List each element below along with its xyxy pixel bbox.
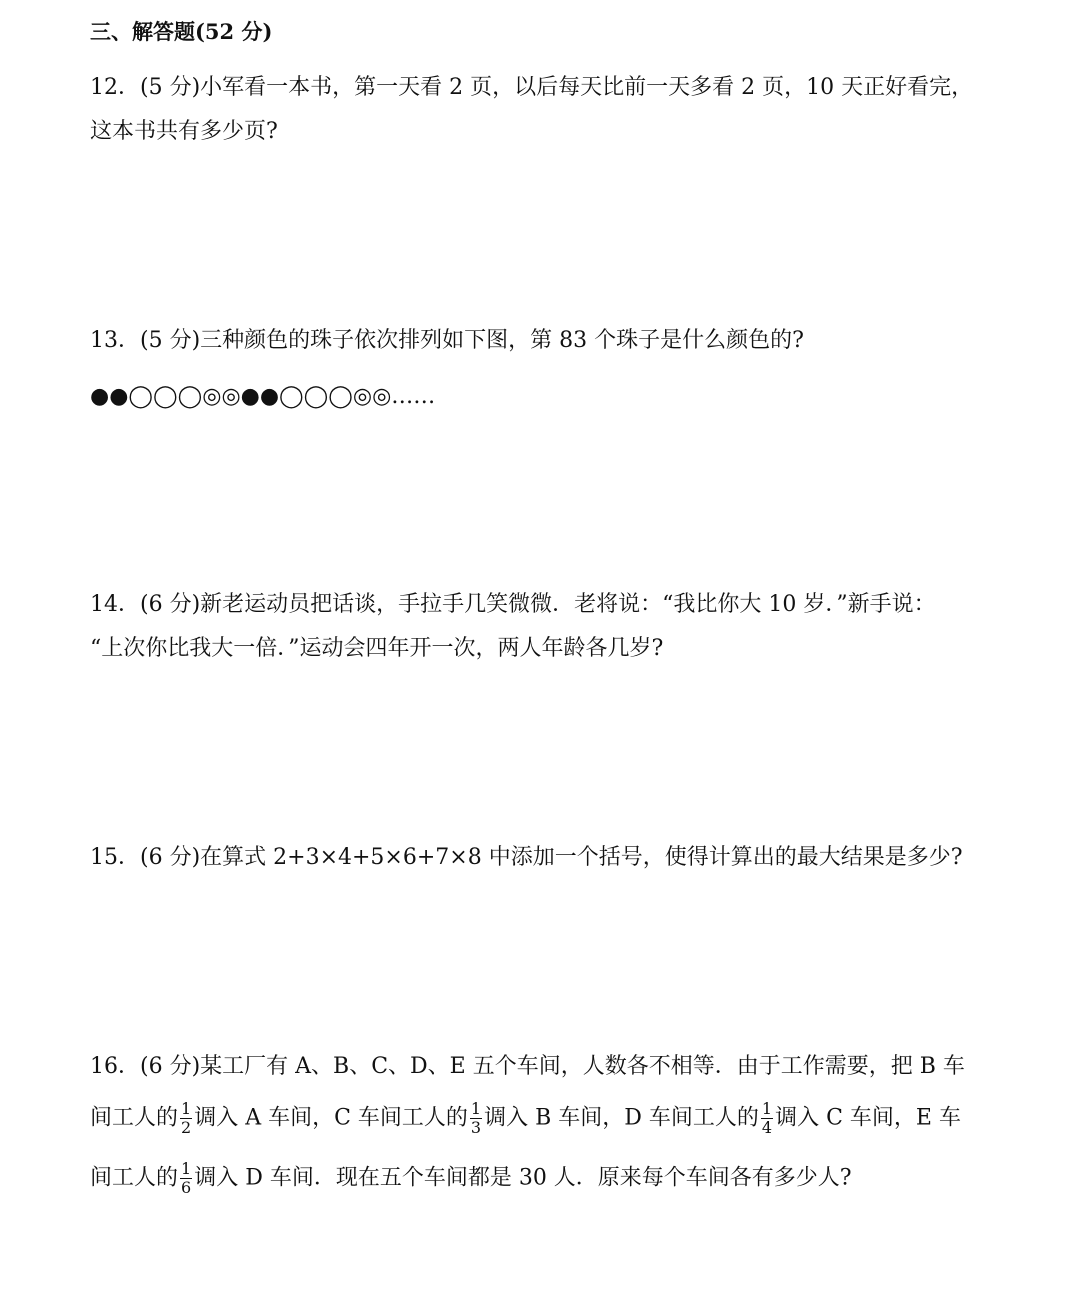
q16-text-segment: 调入 A 车间，C 车间工人的	[194, 1105, 468, 1131]
q16-text-segment: 调入 B 车间，D 车间工人的	[484, 1105, 759, 1131]
fraction-numerator: 1	[470, 1099, 482, 1118]
question-16-line-2	[90, 1100, 961, 1137]
fraction-numerator: 1	[181, 1159, 192, 1178]
fraction-one-half	[180, 1100, 192, 1137]
q16-text-segment: 调入 C 车间，E 车	[775, 1105, 961, 1131]
fraction-denominator: 6	[181, 1178, 192, 1197]
fraction-one-third	[470, 1100, 482, 1137]
question-12-line-2: 这本书共有多少页?	[90, 119, 278, 144]
question-14-line-2: “上次你比我大一倍．”运动会四年开一次，两人年龄各几岁?	[90, 636, 664, 661]
question-12-line-1: 12．(5 分)小军看一本书，第一天看 2 页，以后每天比前一天多看 2 页，10 天正好看完，	[90, 75, 974, 100]
fraction-one-sixth	[180, 1160, 192, 1197]
fraction-numerator: 1	[181, 1099, 192, 1118]
q16-text-segment: 调入 D 车间．现在五个车间都是 30 人．原来每个车间各有多少人?	[194, 1165, 852, 1191]
section-title: 三、解答题(52 分)	[90, 19, 273, 44]
q16-text-segment: 间工人的	[90, 1105, 179, 1131]
fraction-denominator: 2	[181, 1118, 192, 1137]
question-15-line-1: 15．(6 分)在算式 2+3×4+5×6+7×8 中添加一个括号，使得计算出的最大结果是多少?	[90, 845, 963, 870]
question-13-line-1: 13．(5 分)三种颜色的珠子依次排列如下图，第 83 个珠子是什么颜色的?	[90, 328, 804, 353]
q16-text-segment: 间工人的	[90, 1165, 179, 1191]
bead-sequence: ●●◯◯◯◎◎●●◯◯◯◎◎……	[90, 384, 436, 409]
fraction-denominator: 3	[470, 1118, 482, 1137]
question-14-line-1: 14．(6 分)新老运动员把话谈，手拉手几笑微微．老将说：“我比你大 10 岁．”新手说：	[90, 592, 936, 617]
fraction-one-quarter	[761, 1100, 773, 1137]
question-16-line-3	[90, 1160, 852, 1197]
question-16-line-1: 16．(6 分)某工厂有 A、B、C、D、E 五个车间，人数各不相等．由于工作需要，把 B 车	[90, 1054, 965, 1079]
fraction-denominator: 4	[761, 1118, 773, 1137]
fraction-numerator: 1	[761, 1099, 773, 1118]
